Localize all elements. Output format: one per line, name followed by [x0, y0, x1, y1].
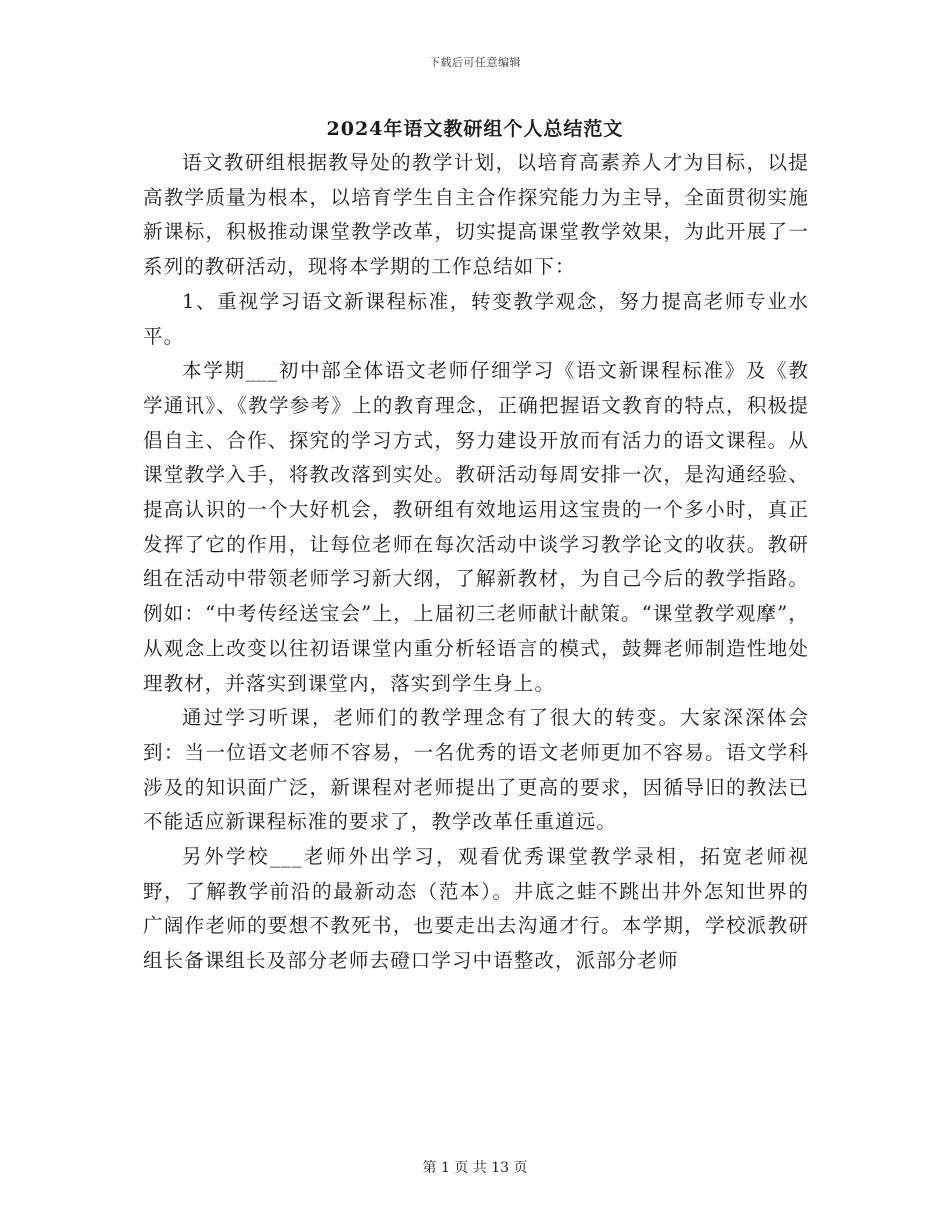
paragraph-teaching-concepts: 通过学习听课，老师们的教学理念有了很大的转变。大家深深体会到：当一位语文老师不容易，一名优秀的语文老师更加不容易。语文学科涉及的知识面广泛，新课程对老师提出了更高的要求，因循导旧的教法已不能适应新课程标准的要求了，教学改革任重道远。: [143, 706, 809, 834]
paragraph-study-standards: 本学期___初中部全体语文老师仔细学习《语文新课程标准》及《教学通讯》、《教学参考》上的教育理念，正确把握语文教育的特点，积极提倡自主、合作、探究的学习方式，努力建设开放而有活力的语文课程。从课堂教学入手，将教改落到实处。教研活动每周安排一次，是沟通经验、提高认识的一个大好机会，教研组有效地运用这宝贵的一个多小时，真正发挥了它的作用，让每位老师在每次活动中谈学习教学论文的收获。教研组在活动中带领老师学习新大纲，了解新教材，为自己今后的教学指路。例如：“中考传经送宝会”上，上届初三老师献计献策。“课堂教学观摩”，从观念上改变以往初语课堂内重分析轻语言的模式，鼓舞老师制造性地处理教材，并落实到课堂内，落实到学生身上。: [143, 359, 809, 695]
paragraph-intro: 语文教研组根据教导处的教学计划，以培育高素养人才为目标，以提高教学质量为根本，以培育学生自主合作探究能力为主导，全面贯彻实施新课标，积极推动课堂教学改革，切实提高课堂教学效果，为此开展了一系列的教研活动，现将本学期的工作总结如下：: [143, 151, 809, 279]
document-body: [143, 146, 809, 979]
page-header-note: 下载后可任意编辑: [429, 56, 521, 69]
page-number-footer: 第 1 页 共 13 页: [422, 1160, 528, 1176]
document-title: 2024年语文教研组个人总结范文: [326, 118, 624, 140]
paragraph-section-1-heading: 1、重视学习语文新课程标准，转变教学观念，努力提高老师专业水平。: [143, 289, 809, 348]
paragraph-external-learning: 另外学校___老师外出学习，观看优秀课堂教学录相，拓宽老师视野，了解教学前沿的最新动态（范本）。井底之蛙不跳出井外怎知世界的广阔作老师的要想不教死书，也要走出去沟通才行。本学期，学校派教研组长备课组长及部分老师去磴口学习中语整改，派部分老师: [143, 845, 809, 973]
